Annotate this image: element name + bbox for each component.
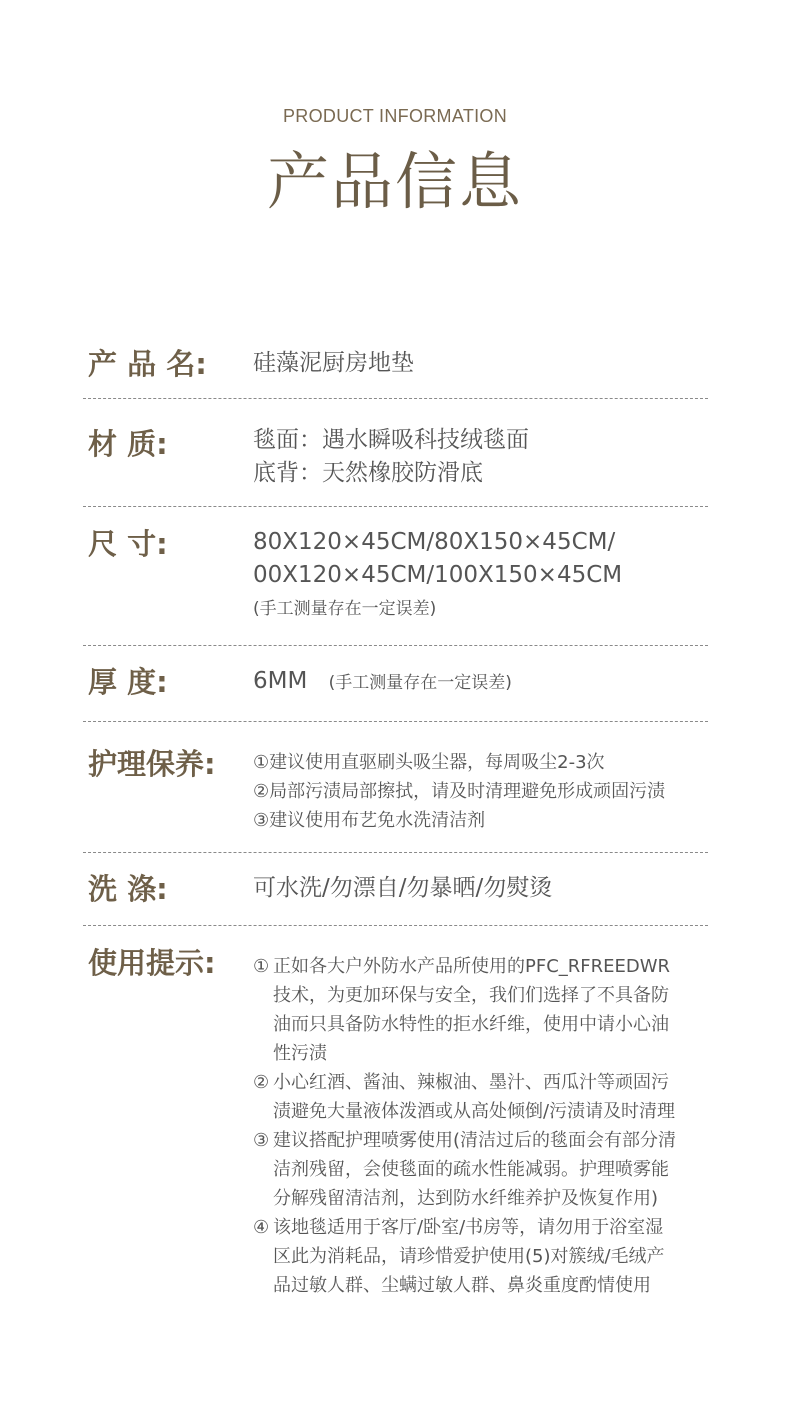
value-size [253,526,713,626]
tips-list [253,952,713,1300]
material-line: 毯面：遇水瞬吸科技绒毯面 [253,427,529,453]
divider [83,645,708,646]
tip-line: 该地毯适用于客厅/卧室/书房等，请勿用于浴室湿 [273,1217,664,1238]
size-note: (手工测量存在一定误差) [253,599,437,619]
tip-line: 技术，为更加环保与安全，我们们选择了不具备防 [273,985,669,1006]
value-care [253,748,713,835]
care-line: ③建议使用布艺免水洗清洁剂 [253,810,486,831]
tip-number: ③ [253,1130,270,1151]
value-material [253,424,713,490]
size-line: 80X120×45CM/80X150×45CM/ [253,529,616,555]
list-item [253,1126,713,1213]
value-wash: 可水洗/勿漂自/勿暴晒/勿熨烫 [253,875,553,901]
size-line: 00X120×45CM/100X150×45CM [253,562,623,588]
label-product-name: 产 品 名: [88,347,207,381]
label-size: 尺 寸: [88,527,168,561]
label-material: 材 质: [88,427,168,461]
label-thickness: 厚 度: [88,665,168,699]
value-product-name: 硅藻泥厨房地垫 [253,350,414,376]
label-care: 护理保养: [88,747,216,781]
tip-line: 性污渍 [273,1043,327,1064]
tip-line: 小心红酒、酱油、辣椒油、墨汁、西瓜汁等顽固污 [273,1072,669,1093]
divider [83,398,708,399]
label-tips: 使用提示: [88,946,216,980]
list-item [253,1068,713,1126]
tip-number: ④ [253,1217,270,1238]
tip-line: 正如各大户外防水产品所使用的PFC_RFREEDWR [273,956,671,977]
tip-line: 品过敏人群、尘螨过敏人群、鼻炎重度酌情使用 [273,1275,651,1296]
tip-line: 渍避免大量液体泼酒或从高处倾倒/污渍请及时清理 [273,1101,676,1122]
divider [83,721,708,722]
page-subtitle: PRODUCT INFORMATION [282,106,508,126]
divider [83,852,708,853]
tip-line: 区此为消耗品，请珍惜爱护使用(5)对簇绒/毛绒产 [273,1246,665,1267]
divider [83,506,708,507]
value-thickness [253,665,713,700]
list-item [253,1213,713,1300]
page-title: 产品信息 [266,145,523,218]
list-item [253,952,713,1068]
material-line: 底背：天然橡胶防滑底 [253,460,483,486]
label-wash: 洗 涤: [88,872,168,906]
thickness-value: 6MM [253,668,308,694]
tip-line: 洁剂残留，会使毯面的疏水性能减弱。护理喷雾能 [273,1159,669,1180]
tip-line: 建议搭配护理喷雾使用(清洁过后的毯面会有部分清 [273,1130,677,1151]
tip-number: ② [253,1072,270,1093]
care-line: ②局部污渍局部擦拭，请及时清理避免形成顽固污渍 [253,781,666,802]
divider [83,925,708,926]
tip-line: 分解残留清洁剂，达到防水纤维养护及恢复作用) [273,1188,659,1209]
care-line: ①建议使用直驱刷头吸尘器，每周吸尘2-3次 [253,752,605,773]
tip-line: 油而只具备防水特性的拒水纤维，使用中请小心油 [273,1014,669,1035]
thickness-note: (手工测量存在一定误差) [328,673,512,693]
tip-number: ① [253,956,270,977]
